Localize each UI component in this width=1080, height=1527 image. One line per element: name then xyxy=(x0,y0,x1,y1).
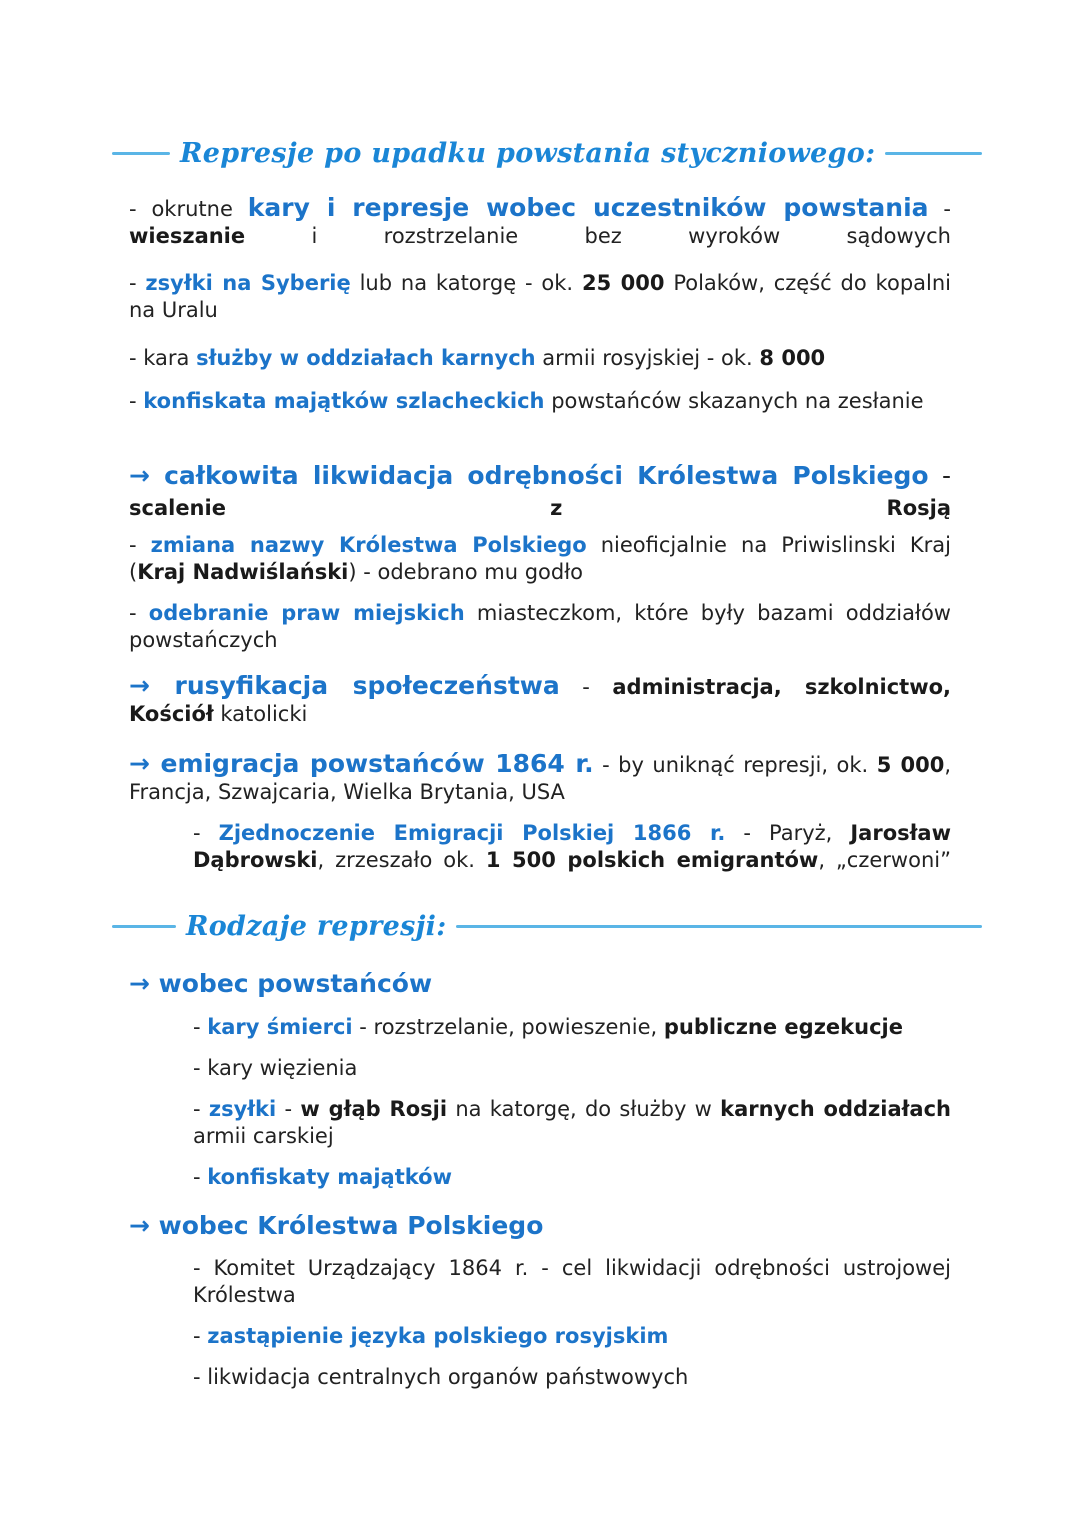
heading-text: Represje po upadku powstania styczniowego: xyxy=(180,137,876,169)
subheading-wobec-krolestwa: → wobec Królestwa Polskiego xyxy=(129,1211,544,1240)
heading-rule-right xyxy=(885,152,982,155)
note-item-zsylki-gleb: - zsyłki - w głąb Rosji na katorgę, do służby w karnych oddziałach armii carskiej xyxy=(193,1097,951,1148)
note-item-konfiskata: - konfiskata majątków szlacheckich powstańców skazanych na zesłanie xyxy=(129,389,924,413)
heading-rule-left xyxy=(112,152,170,155)
heading-text: Rodzaje represji: xyxy=(186,910,447,942)
heading-rule-left xyxy=(112,925,176,928)
note-item-emigracja: → emigracja powstańców 1864 r. - by uniknąć represji, ok. 5 000, Francja, Szwajcaria, Wielka Brytania, USA xyxy=(129,749,952,804)
note-item-sluzba: - kara służby w oddziałach karnych armii rosyjskiej - ok. 8 000 xyxy=(129,346,826,370)
note-item-zmiana-nazwy: - zmiana nazwy Królestwa Polskiego nieoficjalnie na Priwislinski Kraj (Kraj Nadwiślański) - odebrano mu godło xyxy=(129,533,951,584)
section-heading-represje xyxy=(112,133,982,173)
note-item-zjednoczenie: - Zjednoczenie Emigracji Polskiej 1866 r. - Paryż, Jarosław Dąbrowski, zrzeszało ok. 1 500 polskich emigrantów, „czerwoni” xyxy=(193,821,951,872)
section-heading-rodzaje xyxy=(112,906,982,946)
note-item-jezyk: - zastąpienie języka polskiego rosyjskim xyxy=(193,1324,669,1348)
note-item-likwidacja: → całkowita likwidacja odrębności Królestwa Polskiego - scalenie z Rosją xyxy=(129,461,951,520)
note-item-komitet: - Komitet Urządzający 1864 r. - cel likwidacji odrębności ustrojowej Królestwa xyxy=(193,1256,951,1307)
note-item-organy: - likwidacja centralnych organów państwowych xyxy=(193,1365,689,1389)
note-item-kary-smierci: - kary śmierci - rozstrzelanie, powieszenie, publiczne egzekucje xyxy=(193,1015,903,1039)
note-item-rusyfikacja: → rusyfikacja społeczeństwa - administracja, szkolnictwo, Kościół katolicki xyxy=(129,671,952,726)
note-item-kary: - okrutne kary i represje wobec uczestników powstania - wieszanie i rozstrzelanie bez wyroków sądowych xyxy=(129,193,951,248)
subheading-wobec-powstancow: → wobec powstańców xyxy=(129,969,433,998)
heading-rule-right xyxy=(456,925,982,928)
note-item-prawa-miejskie: - odebranie praw miejskich miasteczkom, które były bazami oddziałów powstańczych xyxy=(129,601,951,652)
note-item-zsylki: - zsyłki na Syberię lub na katorgę - ok. 25 000 Polaków, część do kopalni na Uralu xyxy=(129,271,951,322)
note-item-konfiskaty: - konfiskaty majątków xyxy=(193,1165,452,1189)
note-item-kary-wiezienia: - kary więzienia xyxy=(193,1056,358,1080)
